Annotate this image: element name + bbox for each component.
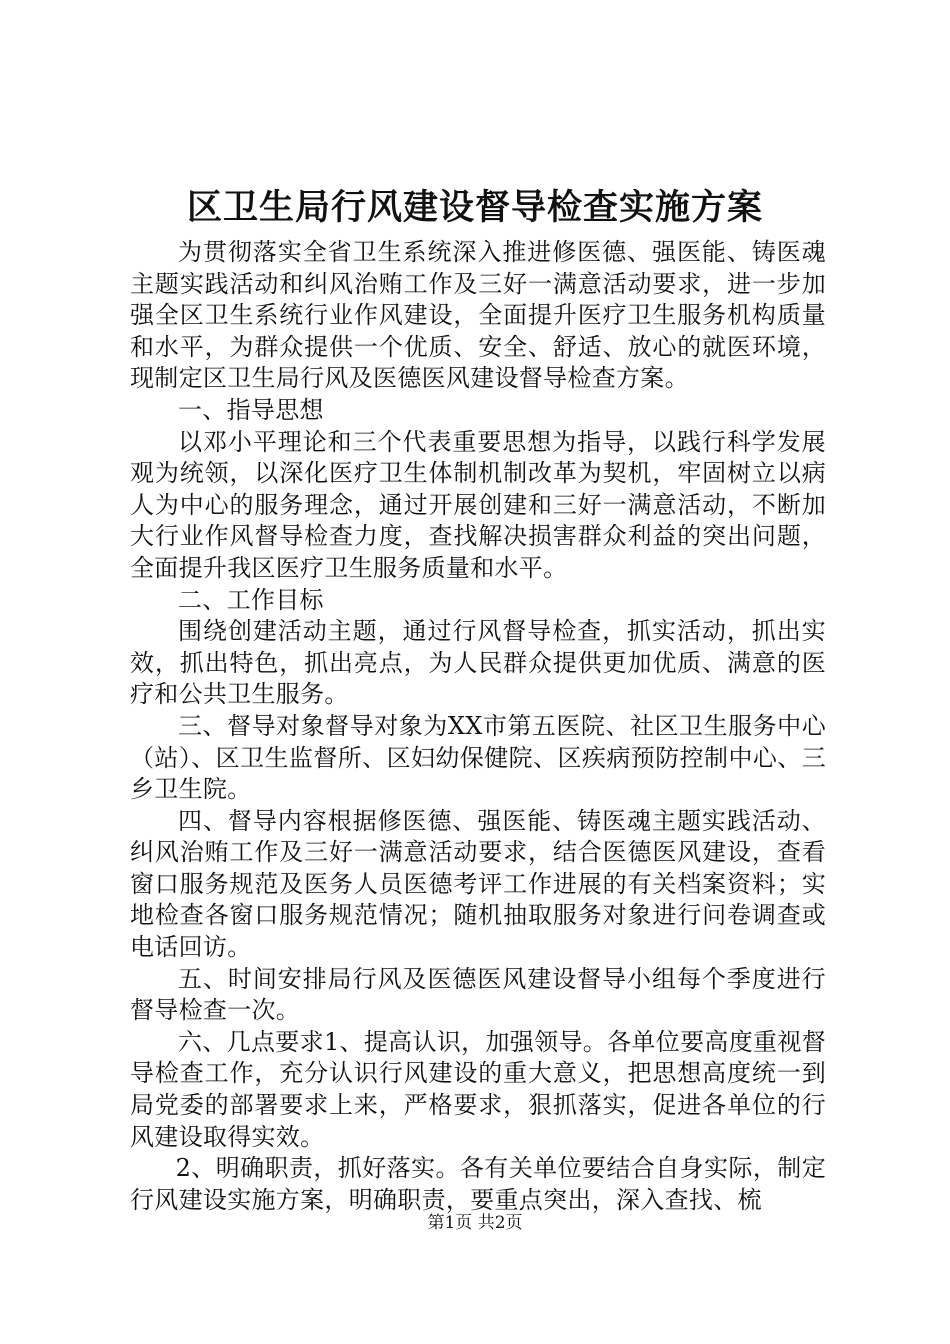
requirement-2-paragraph: 2、明确职责，抓好落实。各有关单位要结合自身实际，制定行风建设实施方案，明确职责，要重点突出，深入查找、梳 [130,1154,826,1214]
section-heading-work-goals: 二、工作目标 [178,585,324,614]
page-footer: 第1页 共2页 [427,1213,523,1233]
guiding-ideology-paragraph: 以邓小平理论和三个代表重要思想为指导，以践行科学发展观为统领，以深化医疗卫生体制机制改革为契机，牢固树立以病人为中心的服务理念，通过开展创建和三好一满意活动，不断加大行业作风督导检查力度，查找解决损害群众利益的突出问题，全面提升我区医疗卫生服务质量和水平。 [130,427,826,582]
document-title: 区卫生局行风建设督导检查实施方案 [186,187,763,228]
document-body [130,237,826,1216]
supervision-content-paragraph: 四、督导内容根据修医德、强医能、铸医魂主题实践活动、纠风治贿工作及三好一满意活动要求，结合医德医风建设，查看窗口服务规范及医务人员医德考评工作进展的有关档案资料；实地检查各窗口服务规范情况；随机抽取服务对象进行问卷调查或电话回访。 [130,806,826,962]
supervision-targets-paragraph: 三、督导对象督导对象为XX市第五医院、社区卫生服务中心（站）、区卫生监督所、区妇幼保健院、区疾病预防控制中心、三乡卫生院。 [130,711,826,804]
schedule-paragraph: 五、时间安排局行风及医德医风建设督导小组每个季度进行督导检查一次。 [130,964,826,1025]
intro-paragraph: 为贯彻落实全省卫生系统深入推进修医德、强医能、铸医魂主题实践活动和纠风治贿工作及三好一满意活动要求，进一步加强全区卫生系统行业作风建设，全面提升医疗卫生服务机构质量和水平，为群众提供一个优质、安全、舒适、放心的就医环境，现制定区卫生局行风及医德医风建设督导检查方案。 [130,238,826,393]
work-goals-paragraph: 围绕创建活动主题，通过行风督导检查，抓实活动，抓出实效，抓出特色，抓出亮点，为人民群众提供更加优质、满意的医疗和公共卫生服务。 [130,617,826,709]
section-heading-guiding-ideology: 一、指导思想 [178,395,324,424]
requirements-paragraph: 六、几点要求1、提高认识，加强领导。各单位要高度重视督导检查工作，充分认识行风建设的重大意义，把思想高度统一到局党委的部署要求上来，严格要求，狠抓落实，促进各单位的行风建设取得实效。 [130,1027,826,1151]
